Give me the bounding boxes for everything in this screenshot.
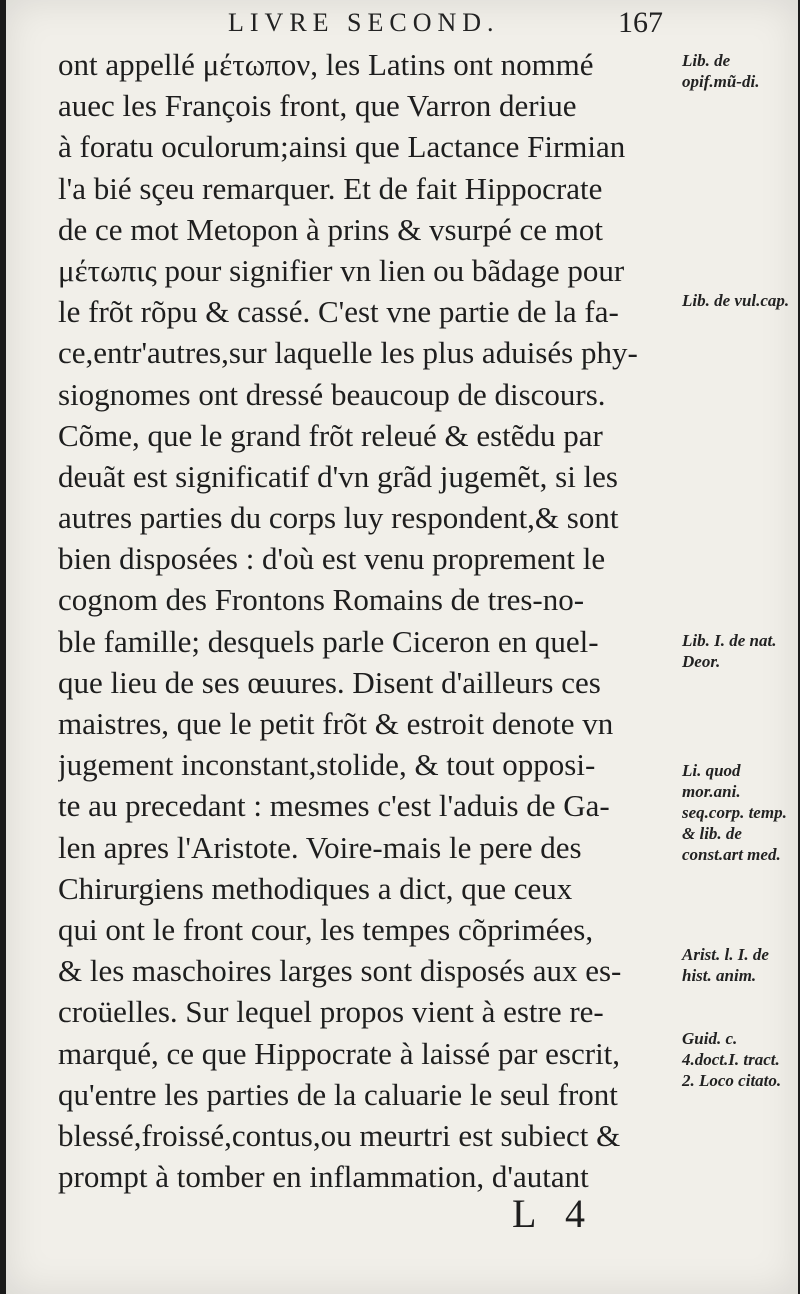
text-line: auec les François front, que Varron deriue [58,88,577,124]
text-line: ce,entr'autres,sur laquelle les plus aduisés phy- [58,335,638,371]
text-line: siognomes ont dressé beaucoup de discours. [58,376,606,412]
text-line: l'a bié sçeu remarquer. Et de fait Hippocrate [58,170,603,206]
book-page [6,0,798,1294]
text-line: len apres l'Aristote. Voire-mais le pere des [58,829,582,865]
text-line: blessé,froissé,contus,ou meurtri est subiect & [58,1117,621,1153]
text-line: maistres, que le petit frõt & estroit denote vn [58,706,614,741]
text-line: marqué, ce que Hippocrate à laissé par escrit, [58,1035,621,1071]
text-line: croüelles. Sur lequel propos vient à estre re- [58,994,604,1030]
text-line: jugement inconstant,stolide, & tout opposi- [58,747,596,783]
text-line: ont appellé μέτωπον, les Latins ont nommé [58,47,594,82]
running-head [6,6,798,42]
text-line: bien disposées : d'où est venu proprement le [58,541,606,577]
text-line: de ce mot Metopon à prins & vsurpé ce mot [58,211,603,247]
main-text-block [58,44,678,1197]
text-line: deuãt est significatif d'vn grãd jugemẽt, si les [58,458,618,494]
text-line: μέτωπις pour signifier vn lien ou bãdage pour [58,252,625,288]
text-line: Chirurgiens methodiques a dict, que ceux [58,870,573,906]
text-line: qui ont le front cour, les tempes cõprimées, [58,911,594,947]
page-number: 167 [618,6,663,39]
text-line: le frõt rõpu & cassé. C'est vne partie de la fa- [58,294,619,330]
margin-note: Lib. I. de nat. Deor. [682,631,777,671]
text-line: prompt à tomber en inflammation, d'autant [58,1159,589,1195]
text-line: que lieu de ses œuures. Disent d'ailleurs ces [58,664,601,700]
margin-note: Lib. de vul.cap. [682,291,790,310]
text-line: & les maschoires larges sont disposés aux es- [58,953,622,989]
signature-mark: L 4 [512,1191,595,1236]
running-head-title: LIVRE SECOND. [228,8,500,37]
margin-note: Arist. l. I. de hist. anim. [682,945,769,985]
text-line: autres parties du corps luy respondent,& sont [58,500,619,536]
margin-note: Guid. c. 4.doct.I. tract. 2. Loco citato. [682,1029,782,1090]
text-line: te au precedant : mesmes c'est l'aduis de Ga- [58,788,610,824]
text-line: qu'entre les parties de la caluarie le seul front [58,1076,618,1112]
text-line: à foratu oculorum;ainsi que Lactance Firmian [58,129,626,165]
text-line: cognom des Frontons Romains de tres-no- [58,582,585,618]
margin-note: Li. quod mor.ani. seq.corp. temp. & lib. de const.art med. [682,761,787,864]
margin-note: Lib. de opif.mũ-di. [682,51,760,91]
text-line: Cõme, que le grand frõt releué & estẽdu par [58,417,603,453]
text-line: ble famille; desquels parle Ciceron en quel- [58,623,599,659]
